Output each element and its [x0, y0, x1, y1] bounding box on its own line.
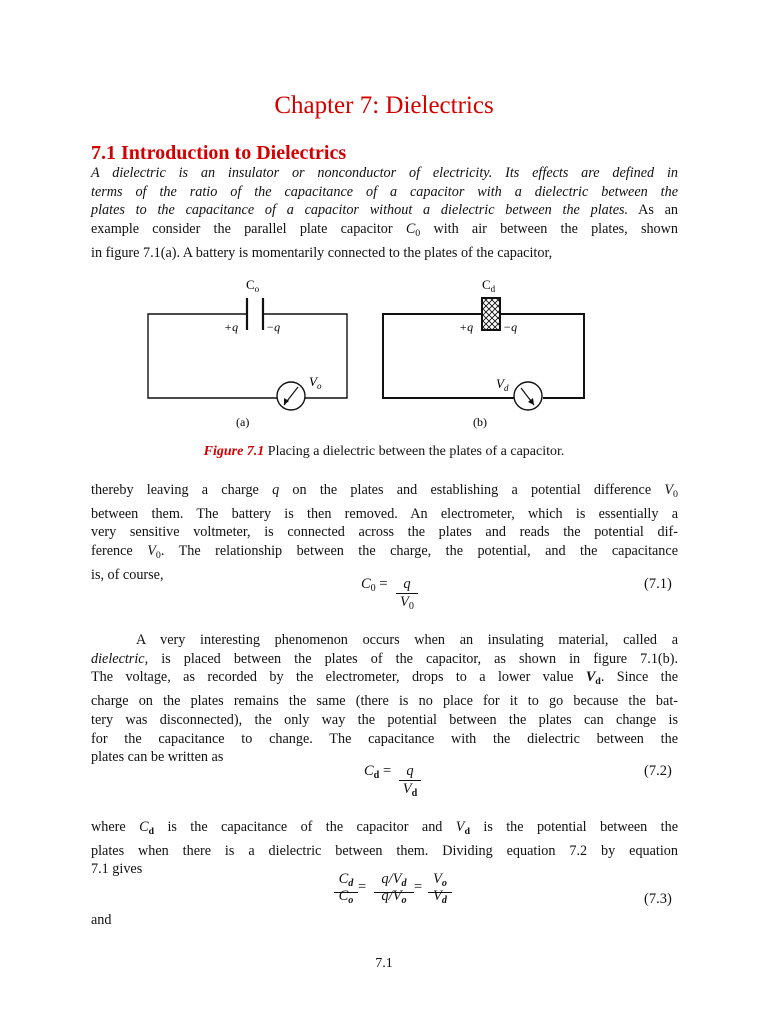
text-line	[91, 668, 678, 692]
eq-denominator	[399, 781, 421, 799]
eq-text: V	[433, 888, 442, 904]
eq-sub: d	[348, 878, 354, 889]
dielectric-slab	[482, 298, 500, 330]
intro-text: example consider the parallel plate capacitor	[91, 221, 406, 238]
text-line: 7.1 gives	[91, 861, 143, 878]
eq-text: V	[433, 871, 442, 887]
intro-line: A dielectric is an insulator or nonconductor of electricity. Its effects are defined in	[91, 165, 678, 181]
eq-sub: o	[441, 878, 447, 889]
equation-7-1	[361, 576, 388, 594]
page-number: 7.1	[375, 956, 393, 971]
text: ference	[91, 543, 148, 560]
equation-number: (7.2)	[644, 763, 672, 779]
var-sub: d	[595, 676, 601, 688]
paragraph-4	[91, 818, 678, 879]
text-line: charge on the plates remains the same (there is no place for it to go because the bat-	[91, 693, 678, 710]
text-line	[91, 542, 678, 566]
text: thereby leaving a charge	[91, 482, 273, 498]
intro-line	[91, 220, 678, 244]
panel-label-a: (a)	[236, 415, 250, 429]
text: is the potential between the	[469, 819, 678, 835]
equation-7-2	[364, 763, 391, 781]
and-text: and	[91, 912, 112, 928]
var-v: V	[585, 669, 596, 686]
eq-numerator	[396, 576, 418, 594]
text-line: between them. The battery is then removed. An electrometer, which is essentially a	[91, 505, 678, 522]
eq-text: q/V	[381, 871, 402, 887]
var-v: V	[147, 543, 156, 560]
cap-label-a: $C_o$	[246, 277, 260, 294]
text-line: is, of course,	[91, 566, 164, 583]
eq-denominator	[396, 594, 418, 612]
text: . Since the	[600, 669, 679, 686]
wire-a	[148, 314, 277, 398]
text-line: plates when there is a dielectric between them. Dividing equation 7.2 by equation	[91, 842, 678, 859]
meter-label-b: $V_d$	[496, 376, 509, 393]
var-v: V	[455, 819, 465, 835]
equation-number: (7.3)	[644, 891, 672, 907]
eq-sub: d	[373, 770, 380, 781]
var-sub: 0	[415, 228, 421, 240]
section-title: 7.1 Introduction to Dielectrics	[91, 142, 347, 164]
text-line: A very interesting phenomenon occurs when an insulating material, called a	[136, 632, 678, 648]
eq-sub: d	[411, 788, 418, 799]
figure-circuits	[0, 270, 768, 435]
eq-equals: =	[375, 576, 388, 592]
eq-sub: o	[401, 895, 407, 906]
text-line: plates can be written as	[91, 749, 224, 766]
text-line: tery was disconnected), the only way the potential between the plates can change is	[91, 711, 678, 728]
text-line	[91, 818, 678, 842]
equation-number: (7.1)	[644, 576, 672, 592]
text: on the plates and establishing a potential difference	[279, 482, 665, 498]
var-sub: d	[464, 826, 470, 837]
eq-sub: d	[441, 895, 447, 906]
text: . The relationship between the charge, the potential, and the capacitance	[160, 543, 679, 560]
eq-sub: 0	[370, 583, 376, 594]
panel-label-b: (b)	[473, 415, 487, 429]
var-sub: 0	[155, 550, 161, 562]
circuit-b	[383, 277, 584, 429]
eq-numerator	[399, 763, 421, 781]
text: is placed between the plates of the capacitor, as shown in figure 7.1(b).	[148, 650, 678, 667]
text: where	[91, 819, 140, 835]
text-line: very sensitive voltmeter, is connected across the plates and reads the potential dif-	[91, 524, 678, 541]
chapter-title: Chapter 7: Dielectrics	[274, 92, 494, 119]
eq-text: C	[338, 871, 349, 887]
eq3-equals: =	[414, 879, 423, 895]
text-line	[91, 481, 678, 505]
intro-text: with air between the plates, shown	[420, 221, 678, 238]
voltmeter-icon	[514, 382, 542, 410]
plus-q-label: +q	[459, 320, 474, 334]
eq-sub: o	[348, 895, 354, 906]
eq-den-text: V	[400, 594, 409, 610]
minus-q-label: −q	[266, 320, 281, 334]
intro-paragraph	[91, 164, 678, 263]
var-v: V	[664, 482, 674, 498]
cap-label-b: $C_d$	[482, 277, 496, 294]
var-c: C	[139, 819, 149, 835]
eq-var: C	[361, 576, 371, 592]
intro-line: terms of the ratio of the capacitance of a capacitor with a dielectric between the	[91, 183, 678, 200]
circuit-a	[148, 277, 347, 429]
var-sub: d	[148, 826, 155, 837]
eq-text: q/V	[381, 888, 402, 904]
var-q: q	[272, 482, 280, 498]
text: is the capacitance of the capacitor and	[154, 819, 456, 835]
paragraph-3	[91, 631, 678, 767]
var-sub: 0	[673, 489, 678, 500]
eq3-frac2-den	[374, 888, 414, 906]
paragraph-2	[91, 481, 678, 585]
figure-label: Figure 7.1	[203, 444, 265, 459]
meter-label-a: $V_o$	[309, 374, 322, 391]
eq-equals: =	[379, 763, 392, 779]
minus-q-label: −q	[503, 320, 518, 334]
eq-text: C	[338, 888, 349, 904]
text-line: for the capacitance to change. The capacitance with the dielectric between the	[91, 730, 678, 747]
italic-term: dielectric,	[91, 650, 149, 667]
var-c: C	[405, 221, 416, 238]
text-line	[91, 650, 678, 669]
eq-var: C	[364, 763, 374, 779]
intro-italic-text: plates to the capacitance of a capacitor without a dielectric between the plates.	[91, 202, 629, 219]
eq-num-text: q	[403, 576, 411, 592]
figure-caption-text: Placing a dielectric between the plates of a capacitor.	[264, 444, 565, 459]
eq-num-text: q	[406, 763, 414, 779]
eq-sub: d	[401, 878, 407, 889]
text: The voltage, as recorded by the electrometer, drops to a lower value	[91, 669, 586, 686]
plus-q-label: +q	[224, 320, 239, 334]
eq3-frac1-den	[334, 888, 358, 906]
eq3-equals: =	[358, 879, 367, 895]
intro-line: in figure 7.1(a). A battery is momentarily connected to the plates of the capacitor,	[91, 244, 553, 261]
intro-text: As an	[628, 202, 678, 219]
eq-den-text: V	[402, 781, 412, 797]
eq-sub: 0	[408, 601, 414, 612]
figure-caption	[0, 444, 768, 460]
intro-line	[91, 201, 678, 220]
eq3-frac3-den	[428, 888, 452, 906]
